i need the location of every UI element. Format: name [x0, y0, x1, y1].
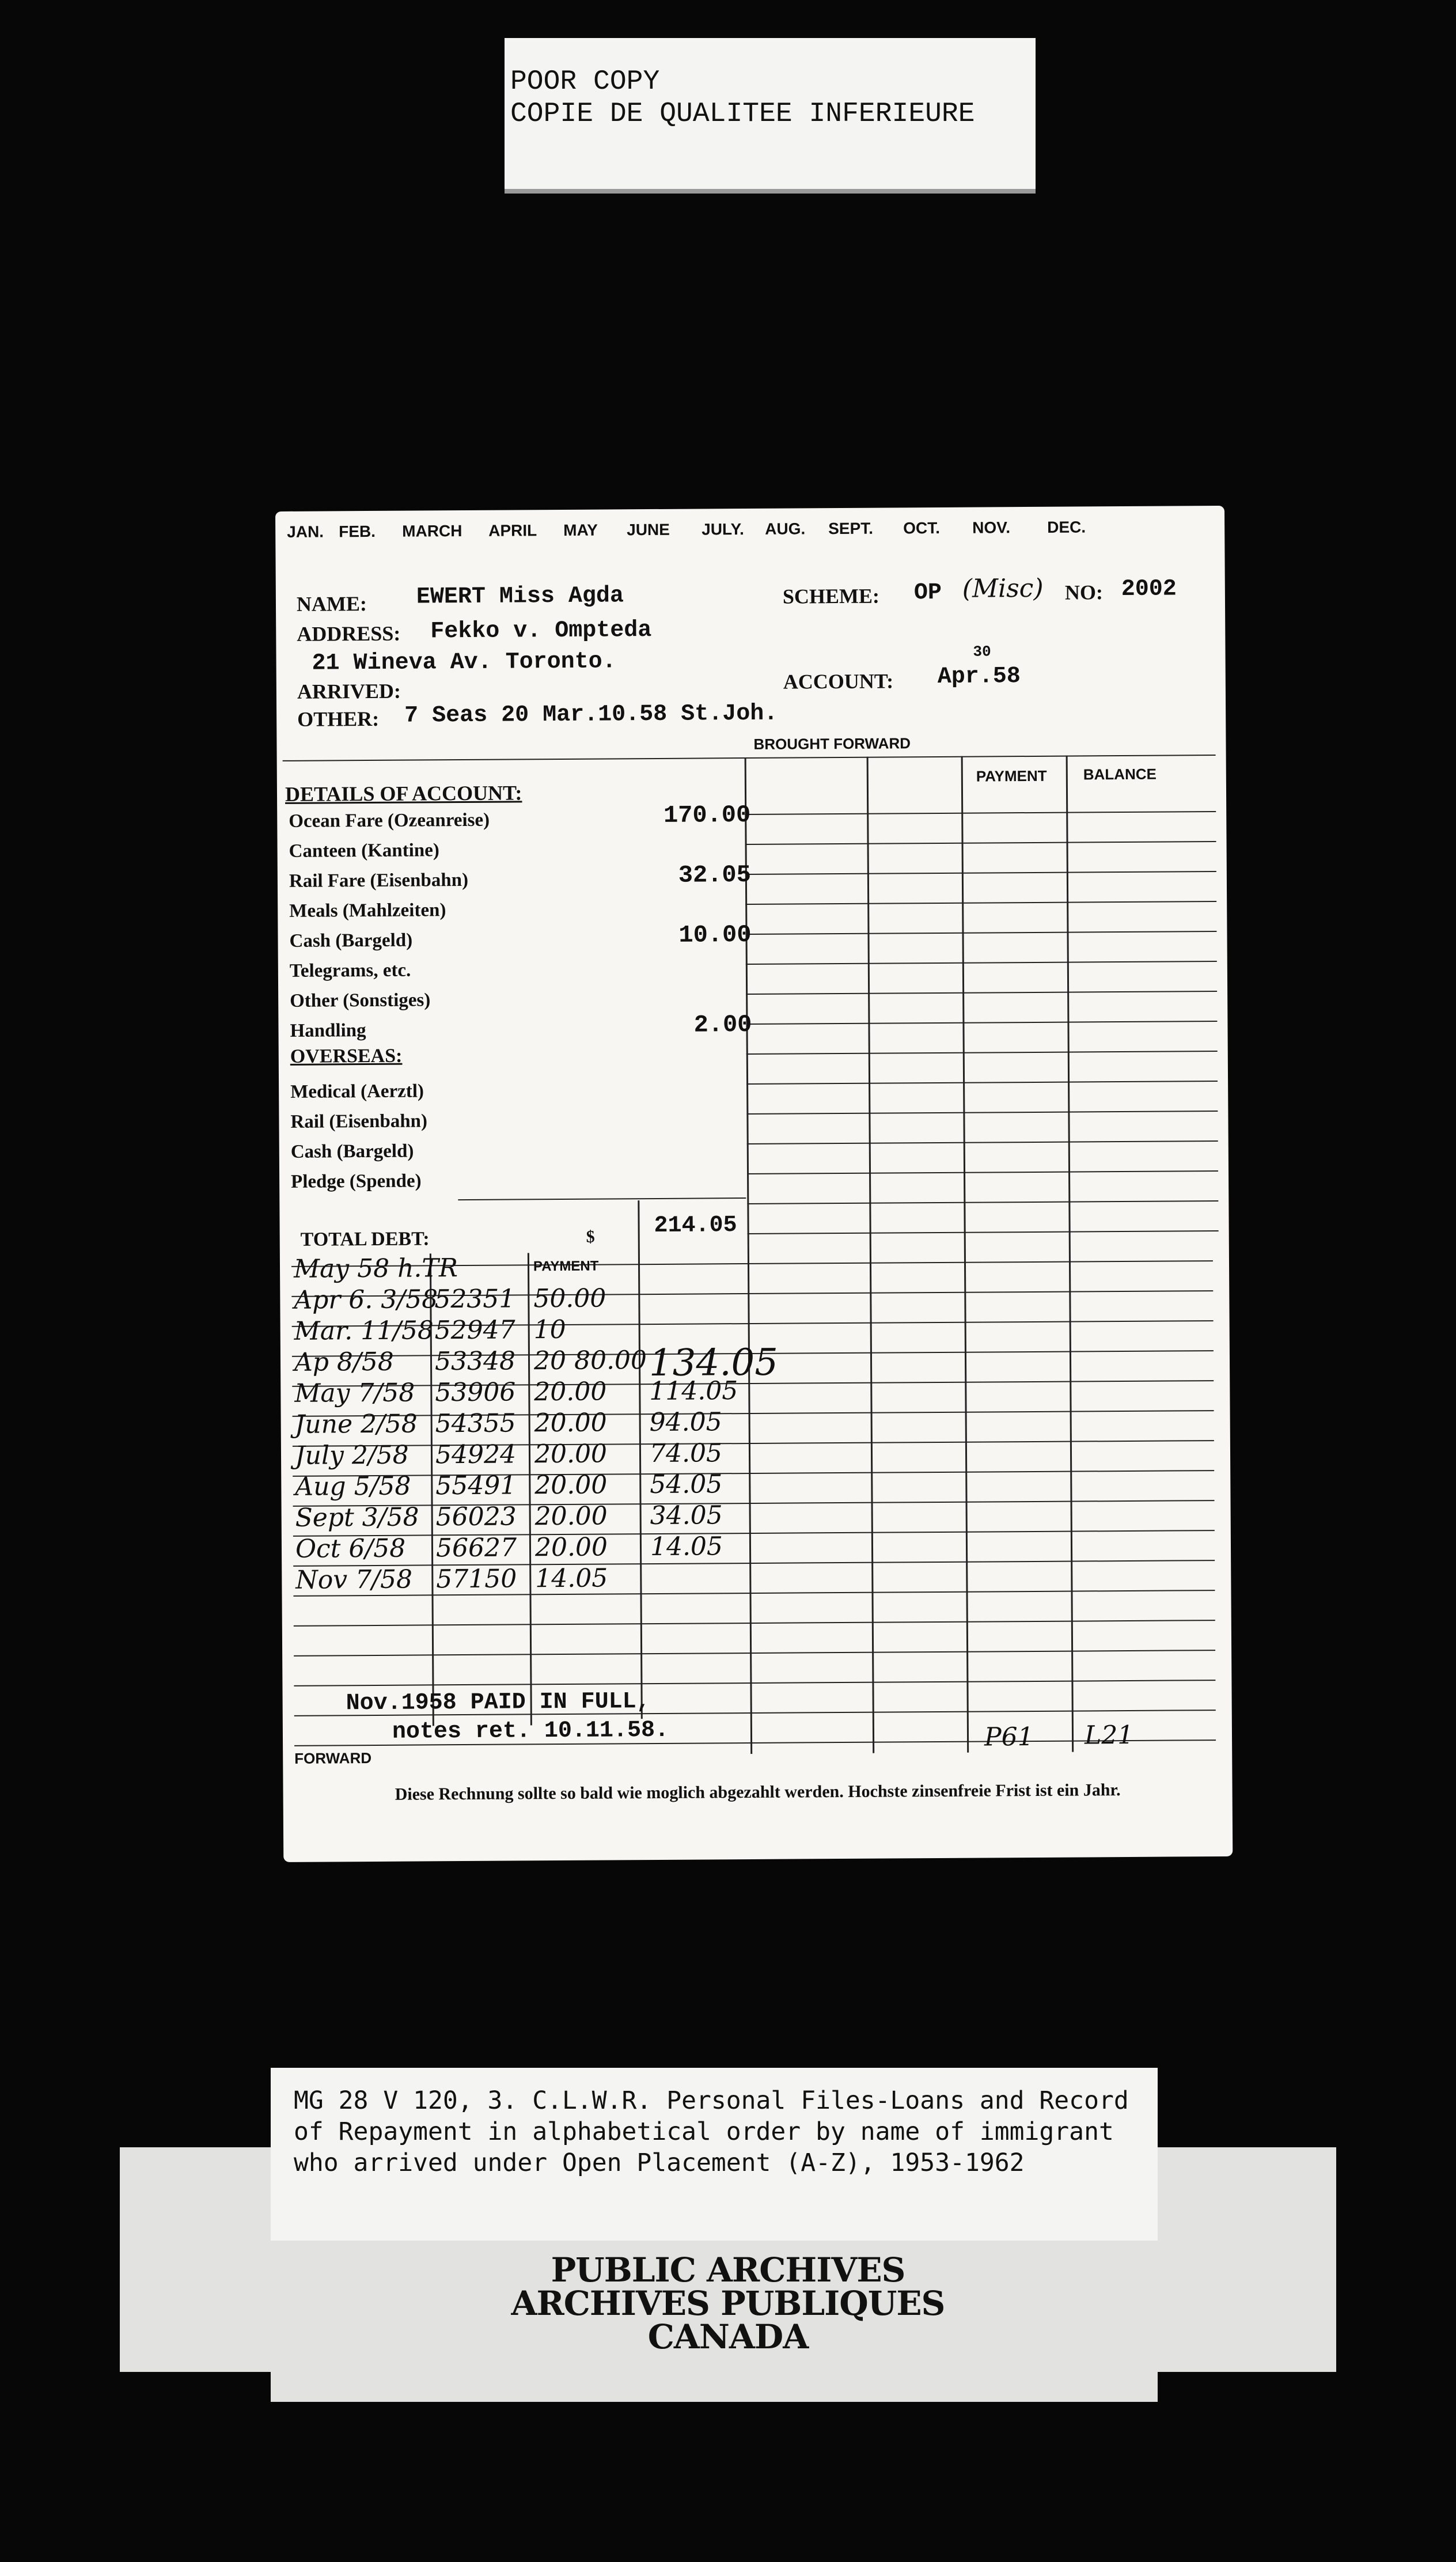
detail-item-amount: 10.00	[678, 920, 752, 949]
page-reference-2: L21	[1084, 1720, 1134, 1750]
header-divider	[283, 755, 1216, 761]
archives-line-1: PUBLIC ARCHIVES	[551, 2250, 905, 2290]
reference-box	[271, 2068, 1158, 2241]
payment-column-header: PAYMENT	[976, 767, 1047, 785]
payment-date: Mar. 11/58	[294, 1316, 434, 1346]
ledger-column-divider	[867, 757, 875, 1753]
total-divider	[638, 1200, 642, 1719]
detail-item-label: Cash (Bargeld)	[289, 930, 413, 952]
receipt-number: 55491	[435, 1471, 517, 1501]
reference-line-2: of Repayment in alphabetical order by name of immigrant	[294, 2117, 1114, 2146]
overseas-item-label: Rail (Eisenbahn)	[290, 1111, 428, 1132]
ledger-rule	[745, 811, 1216, 815]
ledger-rule	[746, 1081, 1218, 1085]
month-label: MAY	[563, 521, 598, 539]
pledge-line	[458, 1197, 746, 1200]
receipt-number: 53906	[435, 1377, 516, 1408]
payment-amount: 20 80.00	[533, 1346, 647, 1376]
name-value: EWERT Miss Agda	[416, 583, 624, 611]
running-balance: 54.05	[650, 1469, 723, 1500]
arrived-label: ARRIVED:	[297, 679, 401, 703]
payment-amount: 20.00	[534, 1532, 608, 1563]
payment-date: Nov 7/58	[295, 1564, 413, 1595]
overseas-item-label: Cash (Bargeld)	[290, 1140, 414, 1162]
month-label: JAN.	[287, 522, 324, 541]
brought-forward-label: BROUGHT FORWARD	[753, 734, 911, 753]
running-balance: 94.05	[649, 1407, 722, 1438]
overseas-heading: OVERSEAS:	[290, 1045, 403, 1067]
running-balance: 74.05	[649, 1438, 723, 1469]
other-label: OTHER:	[297, 707, 380, 731]
payment-date: June 2/58	[294, 1409, 418, 1439]
scheme-handwritten: (Misc)	[962, 573, 1044, 604]
overseas-item-label: Medical (Aerztl)	[290, 1081, 424, 1102]
details-heading: DETAILS OF ACCOUNT:	[285, 781, 522, 806]
payment-amount: 20.00	[534, 1408, 607, 1438]
overseas-item-label: Pledge (Spende)	[291, 1170, 422, 1192]
archives-line-3: CANADA	[647, 2317, 809, 2356]
month-label: JUNE	[627, 520, 670, 539]
month-label: APRIL	[488, 521, 537, 540]
reference-line-1: MG 28 V 120, 3. C.L.W.R. Personal Files-Loans and Record	[294, 2086, 1129, 2115]
running-balance: 34.05	[650, 1500, 723, 1531]
ledger-rule	[747, 1200, 1218, 1204]
no-value: 2002	[1121, 576, 1177, 603]
receipt-number: 52947	[434, 1315, 515, 1346]
month-label: JULY.	[702, 520, 744, 539]
total-debt-label: TOTAL DEBT:	[300, 1228, 430, 1250]
archives-strip	[271, 2372, 1158, 2402]
notice-line-2: COPIE DE QUALITEE INFERIEURE	[510, 98, 975, 130]
ledger-rule	[747, 1140, 1218, 1144]
page-reference-1: P61	[984, 1722, 1034, 1752]
month-label: FEB.	[339, 522, 376, 541]
detail-item-label: Ocean Fare (Ozeanreise)	[289, 809, 490, 832]
month-label: NOV.	[972, 518, 1011, 537]
receipt-number: 54355	[435, 1408, 516, 1439]
payment-amount: 20.00	[534, 1439, 608, 1469]
scheme-value: OP	[913, 579, 942, 607]
address-label: ADDRESS:	[297, 621, 401, 646]
notice-line-1: POOR COPY	[510, 66, 660, 97]
detail-item-label: Handling	[290, 1020, 366, 1041]
ledger-rule	[745, 841, 1216, 845]
payment-date: May 7/58	[294, 1378, 415, 1408]
month-header	[275, 506, 1224, 541]
ledger-rule	[748, 1230, 1219, 1234]
name-label: NAME:	[296, 592, 367, 616]
running-balance: 134.05	[649, 1341, 779, 1385]
receipt-number: 56023	[435, 1502, 517, 1532]
ledger-rule	[746, 1051, 1218, 1055]
reference-line-3: who arrived under Open Placement (A-Z), 1953-1962	[294, 2148, 1025, 2177]
account-card	[275, 506, 1233, 1862]
dollar-sign: $	[586, 1227, 595, 1246]
detail-item-label: Telegrams, etc.	[289, 960, 411, 981]
ledger-rule	[746, 1111, 1218, 1115]
receipt-number: 56627	[435, 1533, 517, 1563]
payment-amount: 20.00	[534, 1377, 607, 1407]
ledger-rule	[745, 901, 1216, 905]
month-label: SEPT.	[828, 519, 874, 538]
payment-date: Sept 3/58	[295, 1502, 419, 1533]
receipt-number: 54924	[435, 1439, 517, 1470]
ledger-column-divider	[1066, 756, 1074, 1752]
detail-item-label: Canteen (Kantine)	[289, 840, 439, 862]
payment-amount: 14.05	[535, 1563, 608, 1594]
detail-item-label: Rail Fare (Eisenbahn)	[289, 869, 469, 892]
payment-amount: 20.00	[534, 1501, 608, 1532]
month-label: AUG.	[765, 520, 806, 538]
payment-subheader: PAYMENT	[533, 1258, 599, 1275]
card-footer-note: Diese Rechnung sollte so bald wie moglich abgezahlt werden. Hochste zinsenfreie Frist ist ein Jahr.	[395, 1780, 1121, 1804]
address-line-1: Fekko v. Ompteda	[430, 617, 652, 645]
address-line-2: 21 Wineva Av. Toronto.	[312, 649, 616, 677]
receipt-number: 57150	[436, 1564, 517, 1594]
no-label: NO:	[1064, 581, 1104, 604]
detail-item-amount: 2.00	[693, 1010, 752, 1039]
ledger-rule	[745, 931, 1216, 935]
receipt-number: 52351	[434, 1284, 515, 1314]
payment-date: May 58 h.TR	[293, 1253, 458, 1284]
notes-returned-line: notes ret. 10.11.58.	[392, 1717, 669, 1745]
ledger-rule	[746, 1021, 1217, 1025]
ledger-rule	[746, 961, 1217, 965]
receipt-number: 53348	[434, 1346, 516, 1377]
account-value: Apr.58	[937, 664, 1021, 690]
paid-in-full-line: Nov.1958 PAID IN FULL,	[346, 1689, 650, 1717]
account-label: ACCOUNT:	[783, 669, 894, 693]
payment-amount: 50.00	[533, 1283, 606, 1314]
running-balance: 114.05	[649, 1376, 738, 1407]
month-label: DEC.	[1047, 518, 1086, 536]
detail-item-amount: 170.00	[663, 801, 751, 829]
ledger-lines	[275, 506, 1224, 511]
scheme-label: SCHEME:	[782, 584, 880, 608]
month-label: OCT.	[903, 518, 941, 537]
detail-item-label: Meals (Mahlzeiten)	[289, 900, 446, 922]
poor-copy-notice	[505, 38, 1036, 194]
other-value: 7 Seas 20 Mar.10.58 St.Joh.	[404, 700, 778, 729]
total-debt-value: 214.05	[654, 1212, 737, 1240]
payment-date: Ap 8/58	[294, 1347, 394, 1377]
month-label: MARCH	[402, 522, 462, 540]
ledger-column-divider	[745, 757, 753, 1754]
archives-line-2: ARCHIVES PUBLIQUES	[511, 2284, 945, 2323]
payment-date: Oct 6/58	[295, 1533, 406, 1564]
detail-item-amount: 32.05	[678, 861, 752, 889]
running-balance: 14.05	[650, 1532, 723, 1562]
payment-amount: 20.00	[534, 1470, 608, 1500]
payment-amount: 10	[533, 1314, 566, 1345]
payment-date: Aug 5/58	[295, 1471, 411, 1502]
payment-date: Apr 6. 3/58	[294, 1284, 438, 1315]
payment-date: July 2/58	[294, 1440, 409, 1471]
forward-label: FORWARD	[294, 1749, 372, 1767]
balance-column-header: BALANCE	[1083, 765, 1157, 783]
detail-item-label: Other (Sonstiges)	[290, 990, 431, 1011]
ledger-rule	[747, 1170, 1218, 1174]
ledger-column-divider	[961, 756, 969, 1753]
ledger-rule	[746, 991, 1217, 995]
ledger-rule	[745, 871, 1216, 875]
account-superscript: 30	[973, 643, 991, 661]
